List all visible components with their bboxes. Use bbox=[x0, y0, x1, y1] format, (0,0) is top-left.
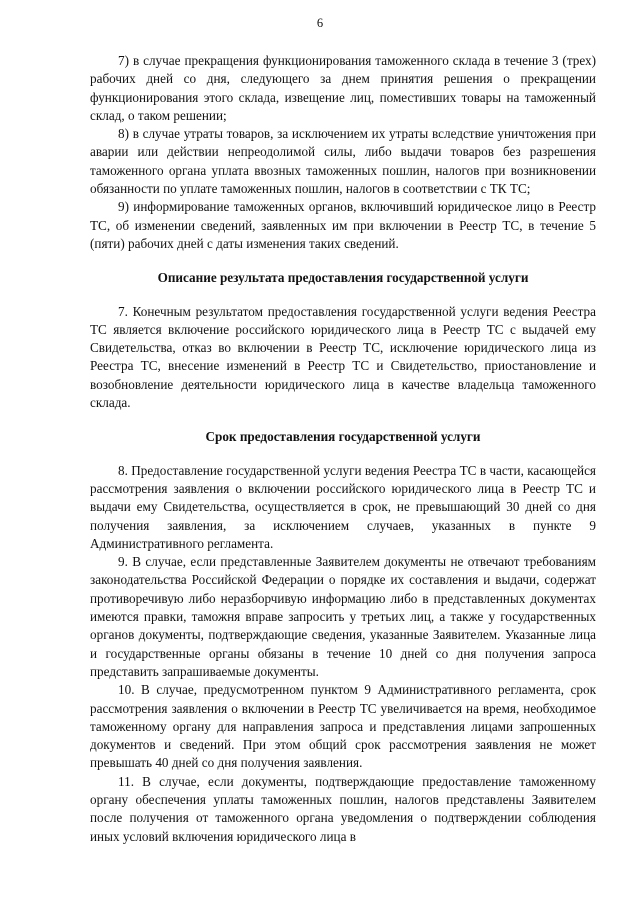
paragraph-clause-10: 10. В случае, предусмотренном пунктом 9 Административного регламента, срок рассмотрения заявления о включении в Реестр ТС увеличивается на время, необходимое таможенному органу для направления запроса и представления лицами запрошенных документов и сведений. При этом общий срок рассмотрения заявления не может превышать 40 дней со дня получения заявления. bbox=[90, 682, 596, 771]
section-heading-term: Срок предоставления государственной услуги bbox=[205, 429, 481, 445]
document-body bbox=[90, 52, 596, 846]
paragraph-item-7-customs-warehouse: 7) в случае прекращения функционирования таможенного склада в течение 3 (трех) рабочих дней со дня, следующего за днем принятия решения о прекращении функционирования этого склада, извещение лиц, поместивших товары на таможенный склад, о таком решении; bbox=[90, 53, 596, 123]
page-number: 6 bbox=[316, 16, 324, 30]
paragraph-item-9-informing-customs: 9) информирование таможенных органов, включивший юридическое лицо в Реестр ТС, об изменении сведений, заявленных им при включении в Реестр ТС, в течение 5 (пяти) рабочих дней с даты изменения таких сведений. bbox=[90, 199, 596, 251]
paragraph-clause-7: 7. Конечным результатом предоставления государственной услуги ведения Реестра ТС является включение российского юридического лица в Реестр ТС с выдачей ему Свидетельства, отказ во включении в Реестр ТС, исключение юридического лица из Реестра ТС, внесение изменений в Реестр ТС и Свидетельство, приостановление и возобновление деятельности юридического лица в качестве владельца таможенного склада. bbox=[90, 303, 596, 411]
paragraph-clause-11: 11. В случае, если документы, подтверждающие предоставление таможенному органу обеспечения уплаты таможенных пошлин, налогов представлены Заявителем после получения от таможенного органа уведомления о подтверждении соблюдения иных условий включения юридического лица в bbox=[90, 773, 596, 844]
paragraph-clause-8: 8. Предоставление государственной услуги ведения Реестра ТС в части, касающейся рассмотрения заявления о включении российского юридического лица в Реестр ТС и выдачи ему Свидетельства, осуществляется в срок, не превышающий 30 дней со дня получения заявления, за исключением случаев, указанных в пункте 9 Административного регламента. bbox=[90, 462, 596, 551]
paragraph-item-8-loss-of-goods: 8) в случае утраты товаров, за исключением их утраты вследствие уничтожения при аварии или действии непреодолимой силы, либо выдачи товаров без разрешения таможенного органа уплата ввозных таможенных пошлин, налогов при возникновении обязанности по уплате таможенных пошлин, налогов в соответствии с ТК ТС; bbox=[90, 126, 596, 197]
paragraph-clause-9: 9. В случае, если представленные Заявителем документы не отвечают требованиям законодательства Российской Федерации о порядке их составления и выдачи, содержат противоречивую либо неразборчивую информацию либо в представленных документах имеются правки, таможня вправе запросить у третьих лиц, а также у государственных органов документы, подтверждающие сведения, указанные Заявителем. Указанные лица и государственные органы обязаны в течение 10 дней со дня получения запроса представить запрашиваемые документы. bbox=[90, 554, 596, 679]
section-heading-result: Описание результата предоставления государственной услуги bbox=[157, 270, 529, 286]
